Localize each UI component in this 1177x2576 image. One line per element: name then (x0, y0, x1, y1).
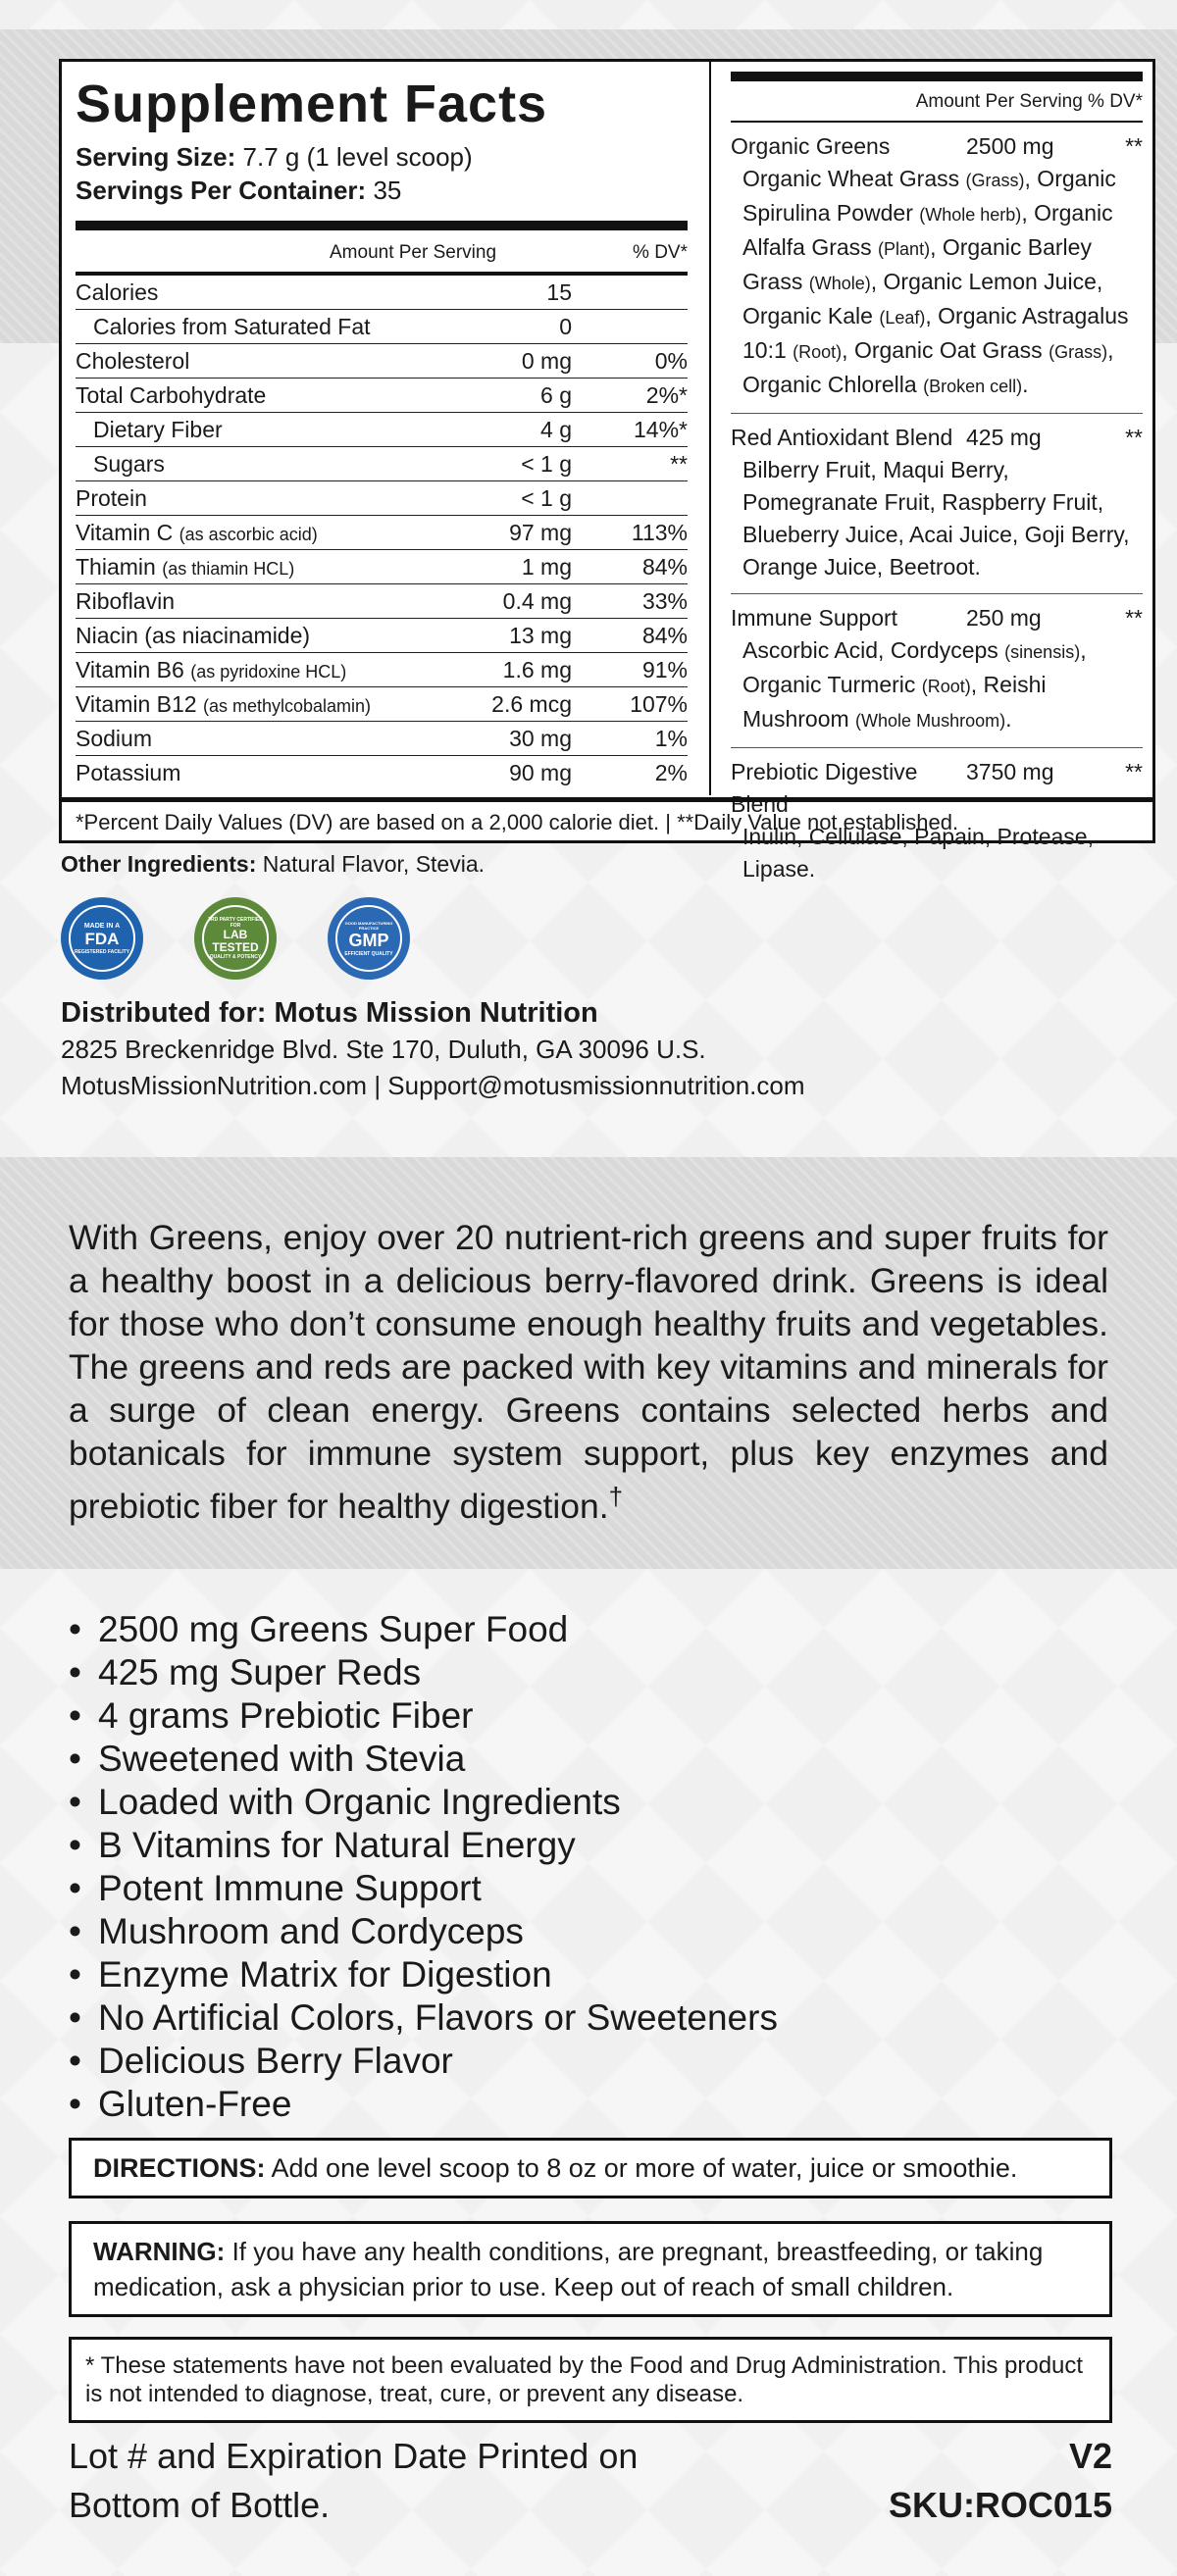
nutrient-amount: 90 mg (509, 760, 572, 785)
nutrient-amount: 6 g (540, 382, 572, 408)
servings-per-container: Servings Per Container: 35 (76, 176, 402, 205)
fda-badge-icon: MADE IN A FDA REGISTERED FACILITY (61, 897, 143, 980)
nutrient-amount: < 1 g (521, 485, 572, 511)
facts-column-header (76, 230, 688, 276)
nutrient-row (76, 447, 688, 481)
blend-dv: ** (1125, 133, 1143, 159)
blend-dv: ** (1125, 605, 1143, 631)
facts-title: Supplement Facts (76, 75, 548, 133)
blend-amount: 250 mg (966, 605, 1042, 631)
nutrient-row (76, 653, 688, 687)
nutrient-row (76, 413, 688, 447)
blend-dv: ** (1125, 759, 1143, 784)
nutrient-name: Calories from Saturated Fat (93, 314, 371, 339)
nutrient-dv: 91% (641, 657, 688, 682)
blend-name: Immune Support (731, 605, 898, 631)
nutrient-row (76, 481, 688, 516)
gmp-badge-icon: GOOD MANUFACTURING PRACTICE GMP EFFICIENT QUALITY (328, 897, 410, 980)
benefit-item: • 4 grams Prebiotic Fiber (69, 1694, 778, 1738)
benefit-item: • 425 mg Super Reds (69, 1651, 778, 1694)
nutrient-row (76, 379, 688, 413)
directions-box: DIRECTIONS: Add one level scoop to 8 oz or more of water, juice or smoothie. (69, 2138, 1112, 2198)
benefit-item: • Enzyme Matrix for Digestion (69, 1953, 778, 1996)
amount-header: Amount Per Serving (330, 242, 497, 263)
nutrient-table (76, 276, 688, 789)
blend-ingredients: Inulin, Cellulase, Papain, Protease, Lipase. (742, 824, 1094, 882)
nutrient-dv (580, 310, 688, 343)
benefit-item: • Gluten-Free (69, 2083, 778, 2126)
distributor-address: 2825 Breckenridge Blvd. Ste 170, Duluth, GA 30096 U.S. (61, 1035, 706, 1064)
nutrient-row (76, 722, 688, 756)
sku-label: SKU:ROC015 (888, 2485, 1112, 2525)
nutrient-row (76, 584, 688, 619)
benefit-item: • No Artificial Colors, Flavors or Sweeteners (69, 1996, 778, 2040)
nutrient-amount: 0 (559, 314, 572, 339)
facts-footnote: *Percent Daily Values (DV) are based on a 2,000 calorie diet. | **Daily Value not established. (62, 797, 1152, 843)
nutrient-name: Sugars (93, 451, 165, 477)
benefit-list (69, 1608, 778, 2126)
blend-item (731, 594, 1143, 748)
facts-left-column (76, 68, 688, 789)
nutrient-amount: 13 mg (509, 623, 572, 648)
nutrient-name: Protein (76, 485, 147, 511)
nutrient-name: Thiamin (as thiamin HCL) (76, 554, 295, 580)
nutrient-name: Riboflavin (76, 588, 175, 614)
nutrient-row (76, 344, 688, 379)
blend-name: Organic Greens (731, 133, 891, 159)
nutrient-name: Vitamin C (as ascorbic acid) (76, 520, 318, 545)
other-ingredients: Other Ingredients: Natural Flavor, Stevia. (61, 851, 486, 877)
nutrient-dv (580, 276, 688, 309)
nutrient-amount: 1 mg (521, 554, 572, 580)
nutrient-row (76, 516, 688, 550)
nutrient-dv: 1% (654, 726, 688, 751)
nutrient-amount: 0 mg (521, 348, 572, 374)
blend-amount: 2500 mg (966, 133, 1054, 159)
nutrient-row (76, 756, 688, 789)
nutrient-dv: 107% (630, 691, 688, 717)
nutrient-amount: 15 (546, 279, 572, 305)
nutrient-amount: 1.6 mg (502, 657, 572, 682)
nutrient-name: Total Carbohydrate (76, 382, 267, 408)
nutrient-name: Calories (76, 279, 159, 305)
nutrient-amount: 2.6 mcg (491, 691, 572, 717)
benefit-item: • Sweetened with Stevia (69, 1738, 778, 1781)
nutrient-name: Vitamin B12 (as methylcobalamin) (76, 691, 372, 717)
nutrient-dv: 33% (641, 588, 688, 614)
version-sku (889, 2432, 1112, 2530)
benefit-item: • Loaded with Organic Ingredients (69, 1781, 778, 1824)
blend-ingredients: Organic Wheat Grass (Grass), Organic Spirulina Powder (Whole herb), Organic Alfalfa Grass (Plant), Organic Barley Grass (Whole), Organic Lemon Juice, Organic Kale (Leaf), Organic Astragalus 10:1 (Root), Organic Oat Grass (Grass), Organic Chlorella (Broken cell). (742, 166, 1129, 397)
distributor-contact: MotusMissionNutrition.com | Support@motusmissionnutrition.com (61, 1071, 805, 1100)
nutrient-amount: 0.4 mg (502, 588, 572, 614)
benefit-item: • B Vitamins for Natural Energy (69, 1824, 778, 1867)
blend-ingredients: Ascorbic Acid, Cordyceps (sinensis), Organic Turmeric (Root), Reishi Mushroom (Whole Mushroom). (742, 637, 1087, 732)
nutrient-amount: < 1 g (521, 451, 572, 477)
nutrient-row (76, 619, 688, 653)
nutrient-dv: 84% (641, 623, 688, 648)
serving-size: Serving Size: 7.7 g (1 level scoop) (76, 142, 473, 172)
benefit-item: • Mushroom and Cordyceps (69, 1910, 778, 1953)
nutrient-dv: 84% (641, 554, 688, 580)
nutrient-row (76, 276, 688, 310)
facts-right-column (709, 62, 1143, 882)
thick-divider (76, 221, 688, 230)
thick-divider (731, 72, 1143, 81)
blend-amount: 425 mg (966, 425, 1042, 450)
nutrient-amount: 4 g (540, 417, 572, 442)
version-label: V2 (1068, 2436, 1112, 2476)
blend-ingredients: Bilberry Fruit, Maqui Berry, Pomegranate Fruit, Raspberry Fruit, Blueberry Juice, Acai Juice, Goji Berry, Orange Juice, Beetroot. (742, 457, 1130, 580)
benefit-item: • Delicious Berry Flavor (69, 2040, 778, 2083)
blend-column-header: Amount Per Serving % DV* (731, 81, 1143, 123)
distributor-name: Distributed for: Motus Mission Nutrition (61, 997, 598, 1029)
fda-disclaimer-box: * These statements have not been evaluated by the Food and Drug Administration. This product is not intended to diagnose, treat, cure, or prevent any disease. (69, 2337, 1112, 2423)
blend-name: Prebiotic Digestive Blend (731, 759, 918, 817)
distributor-info (61, 995, 805, 1104)
blend-item (731, 123, 1143, 414)
warning-box: WARNING: If you have any health conditions, are pregnant, breastfeeding, or taking medication, ask a physician prior to use. Keep out of reach of small children. (69, 2221, 1112, 2317)
product-description: With Greens, enjoy over 20 nutrient-rich greens and super fruits for a healthy boost in a delicious berry-flavored drink. Greens is ideal for those who don’t consume enough healthy fruits and vegetables. The greens and reds are packed with key vitamins and minerals for a surge of clean energy. Greens contains selected herbs and botanicals for immune system support, plus key enzymes and prebiotic fiber for healthy digestion.† (69, 1218, 1108, 1526)
nutrient-name: Niacin (as niacinamide) (76, 623, 311, 648)
nutrient-dv: ** (670, 451, 688, 477)
nutrient-dv: 2% (654, 760, 688, 785)
nutrient-name: Dietary Fiber (93, 417, 223, 442)
nutrient-name: Cholesterol (76, 348, 190, 374)
blend-dv: ** (1125, 425, 1143, 450)
blend-amount: 3750 mg (966, 759, 1054, 784)
nutrient-row (76, 687, 688, 722)
nutrient-dv (580, 481, 688, 515)
blend-name: Red Antioxidant Blend (731, 425, 953, 450)
nutrient-name: Potassium (76, 760, 181, 785)
nutrient-row (76, 310, 688, 344)
nutrient-dv: 14%* (634, 417, 688, 442)
nutrient-dv: 2%* (645, 382, 688, 408)
nutrient-dv: 0% (654, 348, 688, 374)
benefit-item: • 2500 mg Greens Super Food (69, 1608, 778, 1651)
lot-notice: Lot # and Expiration Date Printed on Bottom of Bottle. (69, 2436, 639, 2525)
nutrient-row (76, 550, 688, 584)
lab-tested-badge-icon: 3RD PARTY CERTIFIED FOR LAB TESTED QUALITY & POTENCY (194, 897, 277, 980)
blend-list (731, 123, 1143, 895)
nutrient-name: Sodium (76, 726, 152, 751)
nutrient-amount: 30 mg (509, 726, 572, 751)
nutrient-dv: 113% (631, 520, 688, 545)
nutrient-name: Vitamin B6 (as pyridoxine HCL) (76, 657, 347, 682)
blend-item (731, 414, 1143, 594)
benefit-item: • Potent Immune Support (69, 1867, 778, 1910)
dv-header: % DV* (633, 242, 688, 263)
nutrient-amount: 97 mg (509, 520, 572, 545)
